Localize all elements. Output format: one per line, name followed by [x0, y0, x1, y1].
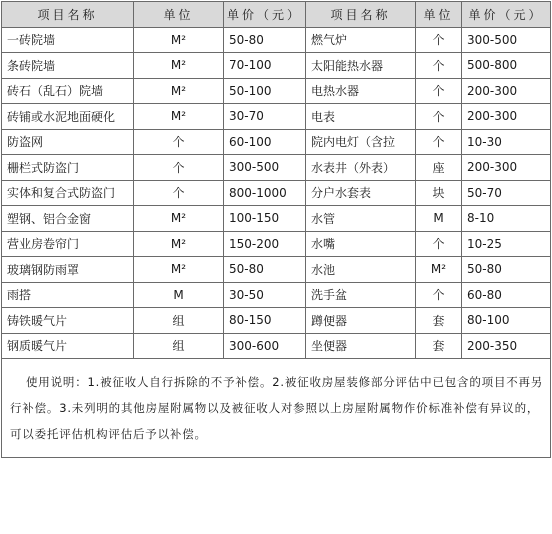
- cell-price-right: 80-100: [462, 308, 551, 334]
- cell-unit-right: 套: [416, 333, 462, 359]
- cell-price-left: 30-70: [224, 104, 306, 130]
- cell-price-right: 10-25: [462, 231, 551, 257]
- cell-item-name-right: 坐便器: [306, 333, 416, 359]
- cell-unit-right: 个: [416, 231, 462, 257]
- cell-price-right: 200-300: [462, 78, 551, 104]
- cell-item-name-left: 钢质暖气片: [2, 333, 134, 359]
- table-row: [2, 180, 551, 206]
- cell-unit-left: 个: [134, 155, 224, 181]
- cell-unit-right: M²: [416, 257, 462, 283]
- cell-price-right: 200-350: [462, 333, 551, 359]
- cell-item-name-right: 水池: [306, 257, 416, 283]
- cell-unit-right: 套: [416, 308, 462, 334]
- cell-item-name-left: 砖石（乱石）院墙: [2, 78, 134, 104]
- cell-price-right: 500-800: [462, 53, 551, 79]
- cell-price-right: 8-10: [462, 206, 551, 232]
- cell-item-name-left: 营业房卷帘门: [2, 231, 134, 257]
- header-unit-left: 单位: [134, 2, 224, 28]
- cell-price-right: 300-500: [462, 27, 551, 53]
- cell-price-left: 50-80: [224, 27, 306, 53]
- usage-note-text: 使用说明：1.被征收人自行拆除的不予补偿。2.被征收房屋装修部分评估中已包含的项目不再另行补偿。3.未列明的其他房屋附属物以及被征收人对参照以上房屋附属物作价标准补偿有异议的，可以委托评估机构评估后予以补偿。: [10, 375, 544, 441]
- table-header-row: [2, 2, 551, 28]
- cell-item-name-right: 电热水器: [306, 78, 416, 104]
- cell-item-name-right: 分户水套表: [306, 180, 416, 206]
- cell-price-left: 300-500: [224, 155, 306, 181]
- cell-unit-left: 组: [134, 308, 224, 334]
- table-row: [2, 231, 551, 257]
- cell-item-name-left: 铸铁暖气片: [2, 308, 134, 334]
- cell-item-name-right: 院内电灯（含拉: [306, 129, 416, 155]
- cell-price-left: 60-100: [224, 129, 306, 155]
- cell-unit-left: M²: [134, 231, 224, 257]
- cell-price-left: 80-150: [224, 308, 306, 334]
- header-item-name-right: 项目名称: [306, 2, 416, 28]
- compensation-price-table: [1, 1, 551, 458]
- cell-item-name-left: 实体和复合式防盗门: [2, 180, 134, 206]
- cell-unit-right: 个: [416, 129, 462, 155]
- cell-unit-left: M²: [134, 27, 224, 53]
- cell-item-name-left: 防盗网: [2, 129, 134, 155]
- cell-unit-right: M: [416, 206, 462, 232]
- cell-unit-left: M²: [134, 53, 224, 79]
- cell-unit-left: M²: [134, 257, 224, 283]
- cell-unit-left: M²: [134, 104, 224, 130]
- cell-price-left: 150-200: [224, 231, 306, 257]
- table-row: [2, 155, 551, 181]
- table-row: [2, 53, 551, 79]
- cell-unit-left: M: [134, 282, 224, 308]
- cell-price-left: 100-150: [224, 206, 306, 232]
- cell-unit-right: 个: [416, 282, 462, 308]
- cell-price-right: 200-300: [462, 155, 551, 181]
- cell-item-name-right: 水嘴: [306, 231, 416, 257]
- table-row: [2, 78, 551, 104]
- usage-note: [2, 359, 551, 458]
- cell-price-left: 50-80: [224, 257, 306, 283]
- cell-unit-right: 座: [416, 155, 462, 181]
- cell-item-name-right: 燃气炉: [306, 27, 416, 53]
- cell-unit-left: 个: [134, 129, 224, 155]
- cell-unit-right: 个: [416, 53, 462, 79]
- table-row: [2, 206, 551, 232]
- cell-price-right: 60-80: [462, 282, 551, 308]
- cell-item-name-left: 砖铺或水泥地面硬化: [2, 104, 134, 130]
- cell-item-name-left: 玻璃钢防雨罩: [2, 257, 134, 283]
- cell-price-right: 50-80: [462, 257, 551, 283]
- cell-price-left: 50-100: [224, 78, 306, 104]
- cell-price-left: 800-1000: [224, 180, 306, 206]
- header-price-left: 单价（元）: [224, 2, 306, 28]
- cell-unit-left: M²: [134, 206, 224, 232]
- cell-price-left: 300-600: [224, 333, 306, 359]
- cell-item-name-right: 洗手盆: [306, 282, 416, 308]
- cell-item-name-right: 水表井（外表）: [306, 155, 416, 181]
- price-table-document: [1, 1, 550, 532]
- cell-unit-left: 个: [134, 180, 224, 206]
- header-item-name-left: 项目名称: [2, 2, 134, 28]
- cell-price-right: 200-300: [462, 104, 551, 130]
- cell-price-left: 70-100: [224, 53, 306, 79]
- table-row: [2, 104, 551, 130]
- cell-price-right: 10-30: [462, 129, 551, 155]
- cell-item-name-right: 电表: [306, 104, 416, 130]
- table-row: [2, 308, 551, 334]
- table-row: [2, 129, 551, 155]
- cell-unit-right: 块: [416, 180, 462, 206]
- header-unit-right: 单位: [416, 2, 462, 28]
- cell-item-name-right: 太阳能热水器: [306, 53, 416, 79]
- cell-item-name-right: 水管: [306, 206, 416, 232]
- table-row: [2, 27, 551, 53]
- table-row: [2, 257, 551, 283]
- cell-unit-right: 个: [416, 104, 462, 130]
- table-row: [2, 333, 551, 359]
- cell-item-name-left: 栅栏式防盗门: [2, 155, 134, 181]
- cell-item-name-left: 塑钢、铝合金窗: [2, 206, 134, 232]
- cell-unit-left: 组: [134, 333, 224, 359]
- cell-item-name-left: 一砖院墙: [2, 27, 134, 53]
- cell-unit-right: 个: [416, 78, 462, 104]
- cell-price-right: 50-70: [462, 180, 551, 206]
- cell-item-name-left: 雨搭: [2, 282, 134, 308]
- table-row: [2, 282, 551, 308]
- cell-item-name-right: 蹲便器: [306, 308, 416, 334]
- cell-unit-right: 个: [416, 27, 462, 53]
- note-row: [2, 359, 551, 458]
- cell-item-name-left: 条砖院墙: [2, 53, 134, 79]
- header-price-right: 单价（元）: [462, 2, 551, 28]
- cell-unit-left: M²: [134, 78, 224, 104]
- cell-price-left: 30-50: [224, 282, 306, 308]
